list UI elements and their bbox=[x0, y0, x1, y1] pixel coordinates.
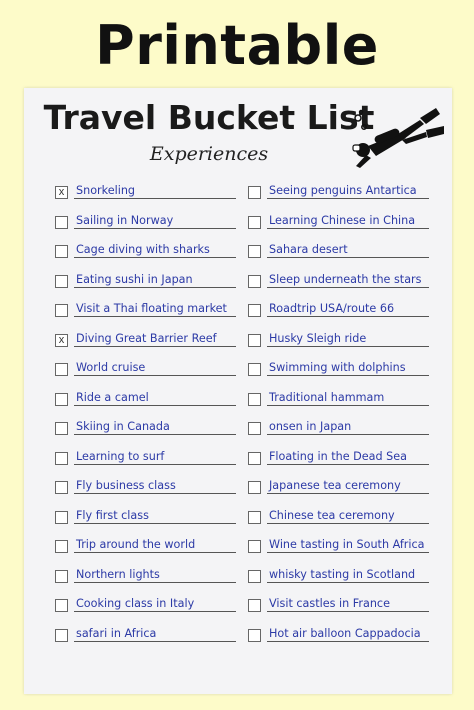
item-label: Sailing in Norway bbox=[74, 214, 236, 229]
checkbox[interactable] bbox=[55, 363, 68, 376]
list-item[interactable] bbox=[248, 420, 430, 450]
checkbox[interactable] bbox=[248, 393, 261, 406]
checkbox[interactable] bbox=[55, 540, 68, 553]
checkbox[interactable] bbox=[248, 363, 261, 376]
checkbox[interactable] bbox=[55, 481, 68, 494]
item-label: Fly business class bbox=[74, 479, 236, 494]
checkbox[interactable] bbox=[248, 540, 261, 553]
item-label: Visit castles in France bbox=[267, 597, 429, 612]
item-label: Cage diving with sharks bbox=[74, 243, 236, 258]
item-label: Sleep underneath the stars bbox=[267, 273, 429, 288]
list-item[interactable] bbox=[248, 302, 430, 332]
scuba-diver-icon bbox=[336, 108, 446, 178]
list-item[interactable] bbox=[55, 568, 237, 598]
item-label: Learning Chinese in China bbox=[267, 214, 429, 229]
list-item[interactable] bbox=[248, 214, 430, 244]
checkbox[interactable] bbox=[248, 186, 261, 199]
checkbox[interactable] bbox=[55, 422, 68, 435]
item-label: Swimming with dolphins bbox=[267, 361, 429, 376]
item-label: whisky tasting in Scotland bbox=[267, 568, 429, 583]
list-item[interactable] bbox=[55, 391, 237, 421]
item-label: Cooking class in Italy bbox=[74, 597, 236, 612]
list-item[interactable] bbox=[248, 273, 430, 303]
banner-title: Printable bbox=[95, 14, 379, 77]
left-checklist bbox=[55, 184, 237, 656]
item-label: Chinese tea ceremony bbox=[267, 509, 429, 524]
list-item[interactable] bbox=[248, 391, 430, 421]
checkbox[interactable] bbox=[55, 245, 68, 258]
checkbox[interactable] bbox=[55, 452, 68, 465]
list-item[interactable] bbox=[55, 243, 237, 273]
item-label: Trip around the world bbox=[74, 538, 236, 553]
checkbox[interactable] bbox=[55, 629, 68, 642]
item-label: Japanese tea ceremony bbox=[267, 479, 429, 494]
checkbox[interactable] bbox=[248, 422, 261, 435]
checkbox[interactable] bbox=[55, 511, 68, 524]
item-label: Fly first class bbox=[74, 509, 236, 524]
item-label: Ride a camel bbox=[74, 391, 236, 406]
item-label: Eating sushi in Japan bbox=[74, 273, 236, 288]
list-item[interactable] bbox=[55, 627, 237, 657]
checkbox[interactable]: x bbox=[55, 186, 68, 199]
item-label: Learning to surf bbox=[74, 450, 236, 465]
checkbox[interactable] bbox=[248, 452, 261, 465]
checkbox[interactable] bbox=[55, 570, 68, 583]
list-item[interactable] bbox=[248, 184, 430, 214]
item-label: Diving Great Barrier Reef bbox=[74, 332, 236, 347]
checkbox[interactable] bbox=[55, 216, 68, 229]
item-label: Hot air balloon Cappadocia bbox=[267, 627, 429, 642]
list-item[interactable] bbox=[55, 597, 237, 627]
list-item[interactable] bbox=[248, 332, 430, 362]
list-item[interactable] bbox=[55, 302, 237, 332]
checkbox[interactable] bbox=[248, 334, 261, 347]
list-item[interactable] bbox=[248, 450, 430, 480]
bucket-list-sheet bbox=[24, 88, 452, 694]
checkbox[interactable] bbox=[248, 216, 261, 229]
right-checklist bbox=[248, 184, 430, 656]
list-item[interactable] bbox=[55, 214, 237, 244]
item-label: World cruise bbox=[74, 361, 236, 376]
checkbox[interactable] bbox=[248, 629, 261, 642]
list-item[interactable] bbox=[248, 479, 430, 509]
item-label: Seeing penguins Antartica bbox=[267, 184, 429, 199]
checkbox[interactable] bbox=[55, 599, 68, 612]
list-item[interactable] bbox=[55, 538, 237, 568]
checkbox[interactable] bbox=[55, 393, 68, 406]
checkbox[interactable] bbox=[55, 275, 68, 288]
list-item[interactable] bbox=[248, 243, 430, 273]
checkbox[interactable] bbox=[248, 245, 261, 258]
checkbox[interactable] bbox=[248, 304, 261, 317]
checkbox[interactable] bbox=[248, 481, 261, 494]
checkbox[interactable] bbox=[248, 599, 261, 612]
checkbox[interactable] bbox=[248, 511, 261, 524]
item-label: Husky Sleigh ride bbox=[267, 332, 429, 347]
list-item[interactable] bbox=[248, 597, 430, 627]
list-item[interactable] bbox=[55, 332, 237, 362]
list-item[interactable] bbox=[248, 361, 430, 391]
list-item[interactable] bbox=[248, 627, 430, 657]
item-label: Snorkeling bbox=[74, 184, 236, 199]
checkbox[interactable] bbox=[248, 275, 261, 288]
list-item[interactable] bbox=[55, 479, 237, 509]
item-label: Visit a Thai floating market bbox=[74, 302, 236, 317]
item-label: onsen in Japan bbox=[267, 420, 429, 435]
list-item[interactable] bbox=[248, 568, 430, 598]
item-label: Traditional hammam bbox=[267, 391, 429, 406]
item-label: Roadtrip USA/route 66 bbox=[267, 302, 429, 317]
item-label: Floating in the Dead Sea bbox=[267, 450, 429, 465]
item-label: Skiing in Canada bbox=[74, 420, 236, 435]
item-label: safari in Africa bbox=[74, 627, 236, 642]
checkbox[interactable] bbox=[55, 304, 68, 317]
item-label: Northern lights bbox=[74, 568, 236, 583]
checkbox[interactable] bbox=[248, 570, 261, 583]
item-label: Wine tasting in South Africa bbox=[267, 538, 429, 553]
list-item[interactable] bbox=[55, 509, 237, 539]
item-label: Sahara desert bbox=[267, 243, 429, 258]
list-item[interactable] bbox=[55, 361, 237, 391]
sheet-subtitle: Experiences bbox=[149, 143, 269, 165]
list-item[interactable] bbox=[248, 538, 430, 568]
list-item[interactable] bbox=[55, 273, 237, 303]
list-item[interactable] bbox=[55, 184, 237, 214]
list-item[interactable] bbox=[55, 420, 237, 450]
sheet-title: Travel Bucket List bbox=[43, 98, 375, 137]
checkbox[interactable]: x bbox=[55, 334, 68, 347]
list-item[interactable] bbox=[248, 509, 430, 539]
list-item[interactable] bbox=[55, 450, 237, 480]
